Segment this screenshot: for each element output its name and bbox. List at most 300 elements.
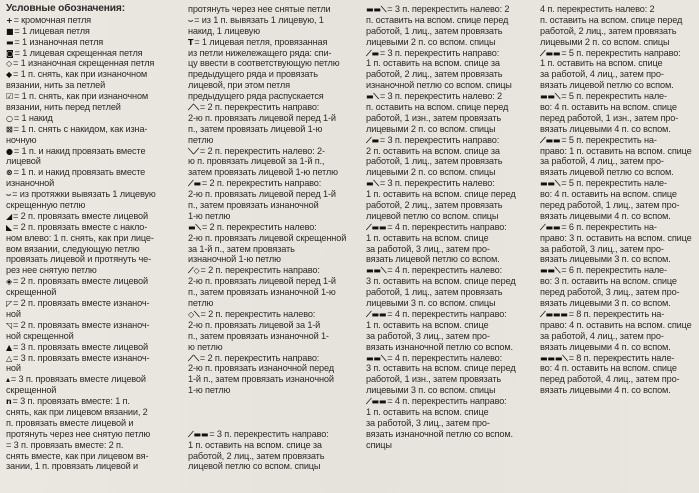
legend-line <box>6 385 176 396</box>
legend-line <box>366 58 536 69</box>
legend-text: предыдущего ряда и провязать <box>188 69 318 80</box>
legend-line <box>540 189 698 200</box>
legend-text: = 1 изнаночная петля <box>14 36 104 47</box>
legend-text: 3 п. оставить на вспом. спице перед <box>366 276 516 287</box>
legend-text: 1 п. оставить на вспом. спице за <box>188 439 322 450</box>
legend-text: = 2 п. провязать вместе лицевой <box>13 210 148 221</box>
legend-line <box>540 211 698 222</box>
stitch-symbol-icon: ⟋▬▬▬ <box>540 309 568 319</box>
legend-line <box>6 254 176 265</box>
stitch-symbol-icon: ⟋▬ <box>366 135 379 145</box>
legend-line <box>366 320 536 331</box>
legend-line <box>366 178 536 189</box>
legend-text: работой, 2 лиц., затем провязать <box>188 450 325 461</box>
legend-text: = 2 п. перекрестить направо: <box>199 352 320 363</box>
legend-line <box>366 363 536 374</box>
legend-line <box>540 135 698 146</box>
legend-line <box>6 124 176 135</box>
legend-line <box>366 102 536 113</box>
legend-text: лицевой, при этом петля <box>188 80 290 91</box>
legend-text: п. оставить на вспом. спице перед <box>366 102 509 113</box>
legend-line <box>366 298 536 309</box>
legend-line <box>188 287 360 298</box>
legend-text: = 2 п. перекрестить налево: <box>201 221 317 232</box>
legend-text: лицевыми 3 п. со вспом. спицы <box>366 385 496 396</box>
legend-line <box>540 69 698 80</box>
legend-line <box>188 222 360 233</box>
legend-line <box>6 440 176 451</box>
legend-line <box>540 124 698 135</box>
legend-text: лицевой <box>6 156 41 167</box>
legend-text: = 1 п. и накид провязать вместе <box>13 167 146 178</box>
legend-text: работой, 2 лиц., затем провязать <box>366 200 503 211</box>
legend-text: вязать изнаночной петлю со вспом. <box>366 428 513 439</box>
legend-text: право: 3 п. оставить на вспом. спице <box>540 232 692 243</box>
legend-line <box>6 15 176 26</box>
legend-text: = 1 лицевая петля <box>14 25 90 36</box>
legend-line <box>366 331 536 342</box>
legend-line <box>188 37 360 48</box>
legend-line <box>366 167 536 178</box>
stitch-symbol-icon: ⟋⟍ <box>188 103 199 113</box>
legend-line <box>6 211 176 222</box>
legend-line <box>6 287 176 298</box>
stitch-symbol-icon: ○ <box>6 113 13 123</box>
stitch-symbol-icon: ◆ <box>6 70 13 80</box>
legend-line <box>366 26 536 37</box>
legend-line <box>366 200 536 211</box>
legend-text: = 5 п. перекрестить на- <box>561 134 657 145</box>
legend-text: = 4 п. перекрестить направо: <box>387 221 507 232</box>
legend-text: скрещенной <box>6 287 57 298</box>
legend-line <box>6 58 176 69</box>
legend-line <box>188 80 360 91</box>
legend-line <box>188 374 360 385</box>
legend-text: = 1 п. и накид провязать вместе <box>13 145 146 156</box>
legend-text: во: 4 п. оставить на вспом. спице <box>540 102 677 113</box>
stitch-symbol-icon: ⟋▬▬ <box>366 397 387 407</box>
legend-text: 2-ю п. провязать лицевой перед 1-й <box>188 276 336 287</box>
legend-text: лицевыми 2 п. со вспом. спицы <box>366 167 496 178</box>
legend-text: = 6 п. перекрестить нале- <box>561 265 667 276</box>
legend-text: = 3 п. перекрестить направо: <box>379 134 500 145</box>
legend-text: = 3 п. провязать вместе изнаноч- <box>13 352 150 363</box>
legend-line <box>366 211 536 222</box>
legend-line <box>6 135 176 146</box>
legend-text: = кромочная петля <box>13 14 92 25</box>
legend-text: 2-ю п. провязать лицевой перед 1-й <box>188 112 336 123</box>
stitch-symbol-icon: ⟋◇ <box>188 266 200 276</box>
legend-text: вязать лицевой петлю со вспом. <box>366 254 500 265</box>
legend-text: работой, 1 изн., затем провязать <box>366 112 502 123</box>
legend-text: = 3 п. перекрестить налево: <box>379 178 495 189</box>
legend-line <box>188 265 360 276</box>
stitch-symbol-icon: ⟋▬▬ <box>188 429 209 439</box>
legend-line <box>6 48 176 59</box>
legend-line <box>6 363 176 374</box>
legend-line <box>540 320 698 331</box>
stitch-symbol-icon: ▬▬⟍ <box>540 92 561 102</box>
legend-text: за работой, 3 лиц., затем про- <box>366 330 490 341</box>
legend-text: вязать лицевыми 4 п. со вспом. <box>540 385 671 396</box>
legend-text: п. оставить на вспом. спице перед <box>366 14 509 25</box>
legend-text: вязать лицевыми 3 п. со вспом. <box>540 254 671 265</box>
legend-text: = 3 п. перекрестить направо: <box>209 428 329 439</box>
legend-line <box>188 407 360 418</box>
legend-line <box>366 4 536 15</box>
legend-text: п., затем провязать изнаночной <box>188 200 319 211</box>
stitch-symbol-icon: ◇⟍ <box>188 309 200 319</box>
legend-line <box>6 233 176 244</box>
stitch-symbol-icon: n <box>6 397 12 407</box>
legend-line <box>366 124 536 135</box>
legend-line <box>366 429 536 440</box>
legend-text: 3 п. оставить на вспом. спице перед <box>366 363 516 374</box>
stitch-symbol-icon: ▬⟍ <box>366 179 379 189</box>
legend-line <box>6 102 176 113</box>
legend-text: работой, 1 лиц., затем провязать <box>366 287 503 298</box>
legend-line <box>366 342 536 353</box>
legend-text: = 3 п. провязать вместе: 1 п. <box>12 396 130 407</box>
legend-line <box>188 254 360 265</box>
legend-line <box>366 418 536 429</box>
legend-text: ю п. провязать лицевой за 1-й п., <box>188 156 325 167</box>
legend-line <box>366 80 536 91</box>
legend-line <box>188 211 360 222</box>
legend-text: ю петлю <box>188 341 223 352</box>
legend-text: изнаночной петлю со вспом. спицы <box>366 80 512 91</box>
legend-text: = 4 п. перекрестить направо: <box>387 396 507 407</box>
legend-text: вязать лицевой петлю со вспом. <box>540 167 674 178</box>
legend-line <box>6 265 176 276</box>
legend-title: Условные обозначения: <box>6 4 125 14</box>
legend-line <box>366 135 536 146</box>
legend-text: 1 п. оставить на вспом. спице <box>366 406 489 417</box>
stitch-symbol-icon: ⌣ <box>6 190 12 200</box>
legend-text: 1 п. оставить на вспом. спице <box>540 58 663 69</box>
stitch-symbol-icon: △ <box>6 353 13 363</box>
legend-line <box>6 167 176 178</box>
legend-text: вязании, нить за петлей <box>6 80 106 91</box>
stitch-symbol-icon: ◹ <box>6 320 13 330</box>
legend-text: 1 п. оставить на вспом. спице <box>366 319 489 330</box>
legend-line <box>6 461 176 472</box>
legend-text: за работой, 4 лиц., затем про- <box>540 69 664 80</box>
legend-line <box>188 331 360 342</box>
legend-text: 1-ю петлю <box>188 385 231 396</box>
legend-text: 1 п. оставить на вспом. спице за <box>366 58 500 69</box>
legend-text: = 1 п. снять, как при изнаночном <box>14 91 149 102</box>
legend-column-3 <box>366 4 536 451</box>
legend-line <box>6 146 176 157</box>
legend-line <box>188 298 360 309</box>
legend-text: лицевой петлю со вспом. спицы <box>366 210 499 221</box>
legend-line <box>540 167 698 178</box>
legend-text: за работой, 3 лиц., затем про- <box>366 243 490 254</box>
legend-text: = 1 лицевая скрещенная петля <box>14 47 143 58</box>
legend-line <box>366 353 536 364</box>
legend-line <box>188 102 360 113</box>
legend-text: = 4 п. перекрестить налево: <box>387 265 503 276</box>
legend-text: зании, 1 п. провязать лицевой и <box>6 461 138 472</box>
legend-text: 2-ю п. провязать лицевой за 1-й <box>188 319 321 330</box>
legend-text: = 8 п. перекрестить нале- <box>568 352 675 363</box>
legend-line <box>540 374 698 385</box>
legend-line <box>188 124 360 135</box>
legend-line <box>540 254 698 265</box>
legend-line <box>188 113 360 124</box>
stitch-symbol-icon: ◣ <box>6 222 13 232</box>
legend-line <box>366 91 536 102</box>
legend-line <box>540 102 698 113</box>
legend-line <box>6 331 176 342</box>
legend-line <box>6 429 176 440</box>
legend-line <box>6 80 176 91</box>
legend-text: во: 4 п. оставить на вспом. спице <box>540 189 677 200</box>
stitch-symbol-icon: ▬▬⟍ <box>540 266 561 276</box>
legend-text: во: 4 п. оставить на вспом. спице <box>540 363 677 374</box>
stitch-symbol-icon: ▬▬⟍ <box>366 5 387 14</box>
legend-line <box>540 91 698 102</box>
legend-column-2 <box>188 4 360 472</box>
legend-line <box>366 385 536 396</box>
legend-text: цу ввести в соответствующую петлю <box>188 58 340 69</box>
legend-text: 2-ю п. провязать лицевой скрещенной <box>188 232 347 243</box>
stitch-symbol-icon: ▬⟍ <box>366 92 379 102</box>
legend-line <box>6 396 176 407</box>
legend-line <box>6 91 176 102</box>
legend-text: = 3 п. провязать вместе лицевой <box>10 374 146 385</box>
legend-text: 2-ю п. провязать лицевой перед 1-й <box>188 189 336 200</box>
legend-line <box>540 80 698 91</box>
legend-line <box>540 342 698 353</box>
legend-line <box>6 156 176 167</box>
legend-text: право: 1 п. оставить на вспом. спице <box>540 145 692 156</box>
legend-line <box>188 58 360 69</box>
legend-line <box>6 374 176 385</box>
stitch-symbol-icon: ▬ <box>6 37 14 47</box>
legend-text: снять вместе, как при лицевом вя- <box>6 450 149 461</box>
legend-line <box>188 440 360 451</box>
legend-text: = 1 лицевая петля, провязанная <box>194 36 328 47</box>
stitch-symbol-icon: ◈ <box>6 277 13 287</box>
legend-line <box>188 396 360 407</box>
legend-text: = 2 п. провязать вместе изнаноч- <box>13 298 150 309</box>
legend-text: п., затем провязать изнаночной 1- <box>188 330 329 341</box>
stitch-symbol-icon: ◸ <box>6 299 13 309</box>
legend-text: = 4 п. перекрестить налево: <box>387 352 503 363</box>
legend-line <box>540 233 698 244</box>
stitch-symbol-icon: ◙ <box>6 48 14 58</box>
legend-text: за 1-й п., затем провязать <box>188 243 295 254</box>
legend-line <box>366 146 536 157</box>
legend-text: вязать изнаночной петлю со вспом. <box>366 341 513 352</box>
legend-text: = 2 п. перекрестить направо: <box>201 178 322 189</box>
legend-text: = 2 п. провязать вместе изнаноч- <box>13 319 150 330</box>
legend-text: = 2 п. перекрестить направо: <box>200 265 320 276</box>
stitch-symbol-icon: ▲ <box>6 342 13 352</box>
legend-text: лицевыми 2 п. со вспом. спицы <box>540 36 670 47</box>
legend-text: = 2 п. провязать вместе с накло- <box>13 221 148 232</box>
stitch-symbol-icon: ⊗ <box>6 168 13 178</box>
legend-line <box>188 385 360 396</box>
legend-line <box>366 113 536 124</box>
legend-text: = 1 п. снять, как при изнаночном <box>13 69 148 80</box>
legend-text: = 2 п. провязать вместе лицевой <box>13 276 148 287</box>
legend-line <box>366 48 536 59</box>
legend-line <box>6 244 176 255</box>
legend-text: снять, как при лицевом вязании, 2 <box>6 406 148 417</box>
legend-line <box>6 320 176 331</box>
legend-line <box>366 156 536 167</box>
legend-line <box>366 287 536 298</box>
legend-text: 1-ю петлю <box>188 210 231 221</box>
legend-text: перед работой, 1 лиц., затем про- <box>540 200 680 211</box>
legend-line <box>188 320 360 331</box>
legend-text: п., затем провязать лицевой 1-ю <box>188 123 323 134</box>
legend-line <box>188 429 360 440</box>
legend-text: лицевыми 2 п. со вспом. спицы <box>366 123 496 134</box>
legend-line <box>6 309 176 320</box>
stitch-symbol-icon: ▴ <box>6 375 10 385</box>
legend-text: накид, 1 лицевую <box>188 25 260 36</box>
legend-line <box>540 331 698 342</box>
legend-line <box>366 222 536 233</box>
legend-text: = 3 п. перекрестить налево: 2 <box>387 4 510 14</box>
legend-line <box>188 451 360 462</box>
stitch-symbol-icon: ⌣ <box>188 15 194 25</box>
legend-line <box>188 189 360 200</box>
legend-text: перед работой, 1 изн., затем про- <box>540 112 679 123</box>
legend-line <box>366 189 536 200</box>
legend-line <box>188 309 360 320</box>
legend-line <box>188 167 360 178</box>
legend-text: = 4 п. перекрестить направо: <box>387 308 507 319</box>
legend-line <box>540 244 698 255</box>
legend-line <box>366 15 536 26</box>
legend-text: работой, 1 лиц., затем провязать <box>366 25 503 36</box>
legend-line <box>188 178 360 189</box>
legend-line <box>540 385 698 396</box>
legend-line <box>188 363 360 374</box>
legend-text: провязать лицевой и протянуть че- <box>6 254 152 265</box>
legend-line <box>540 4 698 15</box>
stitch-symbol-icon: ⟋▬▬ <box>540 48 561 58</box>
legend-line <box>6 69 176 80</box>
legend-line <box>366 407 536 418</box>
legend-line <box>188 244 360 255</box>
legend-text: = 1 накид <box>13 112 53 123</box>
legend-text: за работой, 3 лиц., затем про- <box>540 243 664 254</box>
stitch-symbol-icon: ⟋▬ <box>188 179 201 189</box>
stitch-symbol-icon: ● <box>6 146 13 156</box>
legend-text: лицевыми 2 п. со вспом. спицы <box>366 36 496 47</box>
legend-line <box>6 113 176 124</box>
legend-column-4 <box>540 4 698 396</box>
legend-text: из петли нижележащего ряда: спи- <box>188 47 332 58</box>
legend-line <box>188 26 360 37</box>
legend-text: = из протяжки вывязать 1 лицевую <box>12 189 156 200</box>
legend-line <box>366 69 536 80</box>
legend-line <box>188 135 360 146</box>
legend-text: лицевой петлю со вспом. спицы <box>188 461 321 472</box>
legend-line <box>6 407 176 418</box>
legend-text: = 3 п. перекрестить налево: 2 <box>379 91 502 102</box>
legend-text: вязать лицевыми 3 п. со вспом. <box>540 298 671 309</box>
stitch-symbol-icon: ■ <box>6 26 14 36</box>
legend-text: вом вязании, следующую петлю <box>6 243 140 254</box>
legend-line <box>188 353 360 364</box>
legend-text: 1 п. оставить на вспом. спице <box>366 232 489 243</box>
legend-line <box>366 276 536 287</box>
legend-line <box>540 15 698 26</box>
stitch-symbol-icon: ⟋⟍ <box>188 353 199 363</box>
legend-text: за работой, 3 лиц., затем про- <box>366 417 490 428</box>
legend-text: 1 п. оставить на вспом. спице перед <box>366 189 516 200</box>
legend-line <box>188 69 360 80</box>
legend-line <box>540 37 698 48</box>
legend-text: = 1 изнаночная скрещенная петля <box>13 58 155 69</box>
legend-text: работой, 1 лиц., затем провязать <box>366 156 503 167</box>
legend-line <box>188 461 360 472</box>
legend-line <box>540 298 698 309</box>
legend-line <box>188 48 360 59</box>
legend-line <box>366 254 536 265</box>
legend-line <box>6 418 176 429</box>
legend-line <box>540 287 698 298</box>
legend-text: вязать лицевыми 4 п. со вспом. <box>540 341 671 352</box>
legend-text: работой, 2 лиц., затем провязать <box>540 25 677 36</box>
legend-text: = 6 п. перекрестить на- <box>561 221 657 232</box>
legend-line <box>366 440 536 451</box>
legend-line <box>366 309 536 320</box>
legend-text: перед работой, 4 лиц., затем про- <box>540 374 680 385</box>
legend-line <box>540 309 698 320</box>
legend-line <box>6 353 176 364</box>
legend-text: = 5 п. перекрестить нале- <box>561 178 667 189</box>
legend-line <box>366 265 536 276</box>
legend-text: протянуть через нее снятую петлю <box>6 428 151 439</box>
legend-line <box>540 156 698 167</box>
legend-line <box>540 58 698 69</box>
legend-line <box>540 222 698 233</box>
legend-line <box>540 265 698 276</box>
legend-line <box>188 276 360 287</box>
stitch-symbol-icon: T <box>188 37 194 47</box>
legend-line <box>366 233 536 244</box>
stitch-symbol-icon: ⊠ <box>6 124 13 134</box>
legend-text: скрещенной <box>6 385 57 396</box>
legend-text: = 3 п. провязать вместе лицевой <box>13 341 148 352</box>
legend-line <box>366 396 536 407</box>
stitch-symbol-icon: ⟋▬▬ <box>540 135 561 145</box>
legend-text: затем провязать лицевой 1-ю петлю <box>188 167 338 178</box>
legend-line <box>540 200 698 211</box>
legend-text: петлю <box>188 298 214 309</box>
legend-line <box>188 418 360 429</box>
legend-text: = 8 п. перекрестить на- <box>568 308 665 319</box>
legend-line <box>540 48 698 59</box>
stitch-symbol-icon: ▬▬▬⟍ <box>540 353 568 363</box>
legend-line <box>188 91 360 102</box>
legend-text: за работой, 4 лиц., затем про- <box>540 156 664 167</box>
legend-text: изнаночной <box>6 178 55 189</box>
legend-text: изнаночной 1-ю петлю <box>188 254 281 265</box>
legend-line <box>6 298 176 309</box>
legend-line <box>366 374 536 385</box>
legend-line <box>540 353 698 364</box>
legend-line <box>540 26 698 37</box>
